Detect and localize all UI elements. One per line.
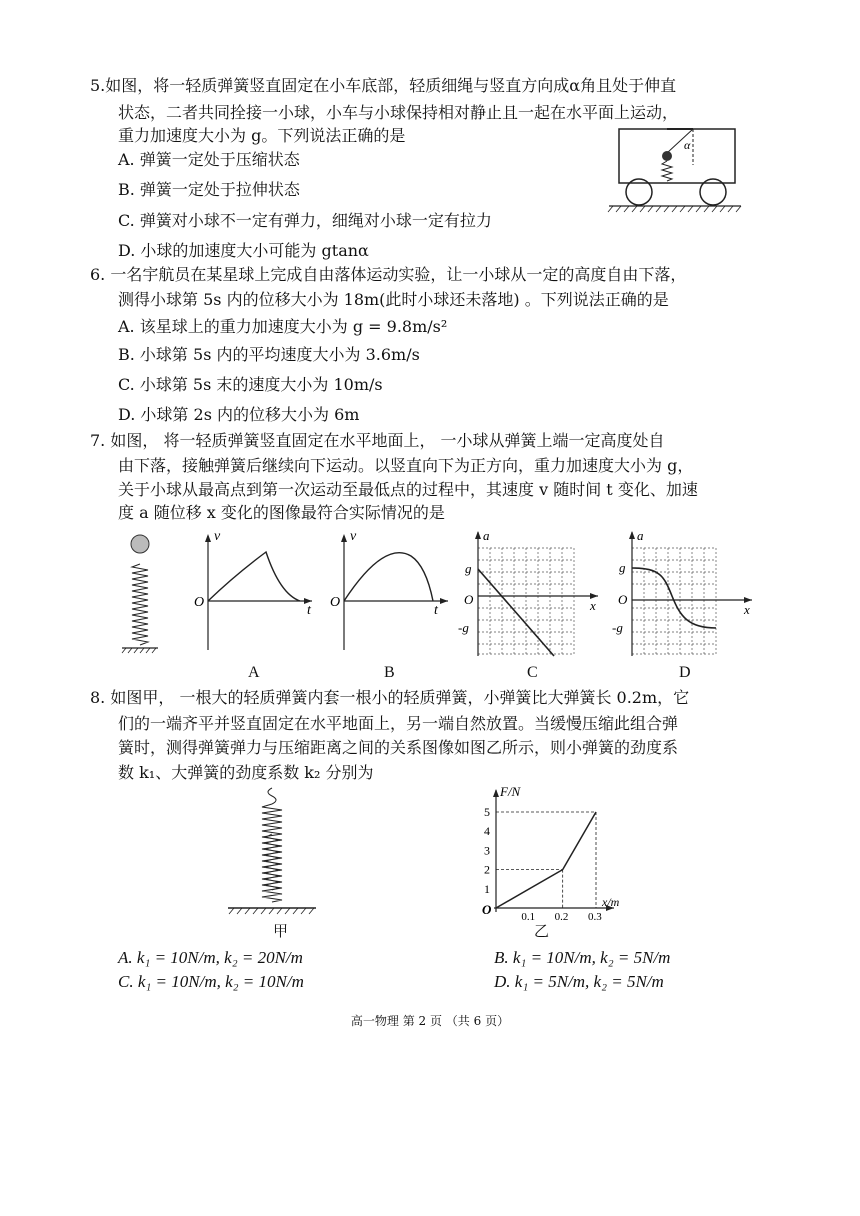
q7-graph-b (326, 530, 456, 660)
q7-graph-d-origin: O (618, 592, 628, 607)
y-tick-label: 3 (484, 843, 490, 858)
q5-option-b: B. 弹簧一定处于拉伸状态 (118, 180, 300, 199)
q8-line4: 数 k₁、大弹簧的劲度系数 k₂ 分别为 (118, 763, 374, 782)
q7-graph-a-yaxis: v (214, 529, 221, 544)
x-tick-label: 0.2 (554, 911, 569, 923)
q7-caption-b: B (384, 664, 395, 681)
q7-caption-d: D (679, 664, 691, 681)
q7-graph-c-yaxis: a (483, 528, 490, 543)
q8-option-c: C. k₁ = 10N/m, k₂ = 10N/m (118, 972, 304, 991)
q8-line1: 8. 如图甲， 一根大的轻质弹簧内套一根小的轻质弹簧，小弹簧比大弹簧长 0.2m，它 (90, 688, 690, 707)
q8-line2: 们的一端齐平并竖直固定在水平地面上，另一端自然放置。当缓慢压缩此组合弹 (118, 714, 679, 733)
q5-line1: 5.如图，将一轻质弹簧竖直固定在小车底部，轻质细绳与竖直方向成α角且处于伸直 (90, 76, 677, 95)
q7-graph-a-origin: O (194, 595, 205, 610)
q5-option-d: D. 小球的加速度大小可能为 gtanα (118, 241, 369, 260)
x-tick-label: 0.1 (521, 911, 536, 923)
y-axis-arrow (493, 789, 499, 797)
q7-line2: 由下落，接触弹簧后继续向下运动。以竖直向下为正方向，重力加速度大小为 g， (118, 456, 694, 475)
q7-graph-b-yaxis: v (350, 529, 357, 544)
q7-graph-d-neg-g: -g (612, 620, 623, 635)
q7-graph-a (190, 530, 320, 660)
q7-graph-d (612, 528, 762, 660)
q7-line1: 7. 如图， 将一轻质弹簧竖直固定在水平地面上， 一小球从弹簧上端一定高度处自 (90, 431, 665, 450)
q6-option-c: C. 小球第 5s 末的速度大小为 10m/s (118, 375, 383, 394)
y-tick-label: 2 (484, 862, 490, 877)
q7-graph-c-origin: O (464, 592, 474, 607)
q8-fig-yi-label: 乙 (534, 922, 550, 940)
q8-option-a: A. k₁ = 10N/m, k₂ = 20N/m (118, 948, 303, 967)
q6-line2: 测得小球第 5s 内的位移大小为 18m(此时小球还未落地) 。下列说法正确的是 (118, 290, 669, 309)
q7-caption-c: C (527, 664, 538, 681)
q5-cart-figure (605, 125, 745, 215)
q8-option-b: B. k₁ = 10N/m, k₂ = 5N/m (494, 948, 671, 967)
q5-option-a: A. 弹簧一定处于压缩状态 (118, 150, 300, 169)
q8-fx-chart (470, 784, 620, 923)
q7-line3: 关于小球从最高点到第一次运动至最低点的过程中，其速度 v 随时间 t 变化、加速 (118, 480, 698, 499)
q7-caption-a: A (248, 664, 260, 681)
q7-line4: 度 a 随位移 x 变化的图像最符合实际情况的是 (118, 503, 445, 522)
q7-ball-spring-figure (118, 532, 163, 660)
q6-option-b: B. 小球第 5s 内的平均速度大小为 3.6m/s (118, 345, 420, 364)
q7-graph-c-g: g (465, 561, 472, 576)
q7-graph-c (458, 528, 608, 660)
y-tick-label: 1 (484, 881, 490, 896)
q6-line1: 6. 一名宇航员在某星球上完成自由落体运动实验，让一小球从一定的高度自由下落， (90, 265, 687, 284)
y-tick-label: 5 (484, 805, 490, 819)
q5-line2: 状态，二者共同拴接一小球，小车与小球保持相对静止且一起在水平面上运动， (118, 103, 679, 122)
q8-option-d: D. k₁ = 5N/m, k₂ = 5N/m (494, 972, 664, 991)
q6-option-d: D. 小球第 2s 内的位移大小为 6m (118, 405, 360, 424)
q5-option-c: C. 弹簧对小球不一定有弹力，细绳对小球一定有拉力 (118, 211, 492, 230)
q7-graph-b-xaxis: t (434, 603, 438, 618)
origin-label: O (482, 902, 492, 917)
x-tick-label: 0.3 (588, 911, 602, 923)
y-tick-label: 4 (484, 824, 490, 839)
data-segment (563, 812, 596, 870)
q8-line3: 簧时，测得弹簧弹力与压缩距离之间的关系图像如图乙所示，则小弹簧的劲度系 (118, 738, 679, 757)
q7-graph-d-g: g (619, 560, 626, 575)
q5-alpha-label: α (684, 138, 691, 152)
x-axis-title: x/m (602, 895, 620, 909)
q7-graph-c-xaxis: x (590, 598, 596, 613)
q6-option-a: A. 该星球上的重力加速度大小为 g = 9.8m/s² (118, 317, 448, 336)
q7-graph-d-xaxis: x (744, 602, 750, 617)
q8-spring-figure (228, 786, 328, 914)
q7-graph-c-neg-g: -g (458, 620, 469, 635)
q7-graph-a-xaxis: t (307, 603, 311, 618)
q7-graph-d-yaxis: a (637, 528, 644, 543)
q7-graph-b-origin: O (330, 595, 341, 610)
data-segment (496, 870, 563, 908)
y-axis-title: F/N (500, 784, 521, 799)
page-footer: 高一物理 第 2 页 （共 6 页） (350, 1014, 510, 1028)
q8-fig-jia-label: 甲 (273, 922, 289, 940)
q5-line3: 重力加速度大小为 g。下列说法正确的是 (118, 126, 406, 145)
